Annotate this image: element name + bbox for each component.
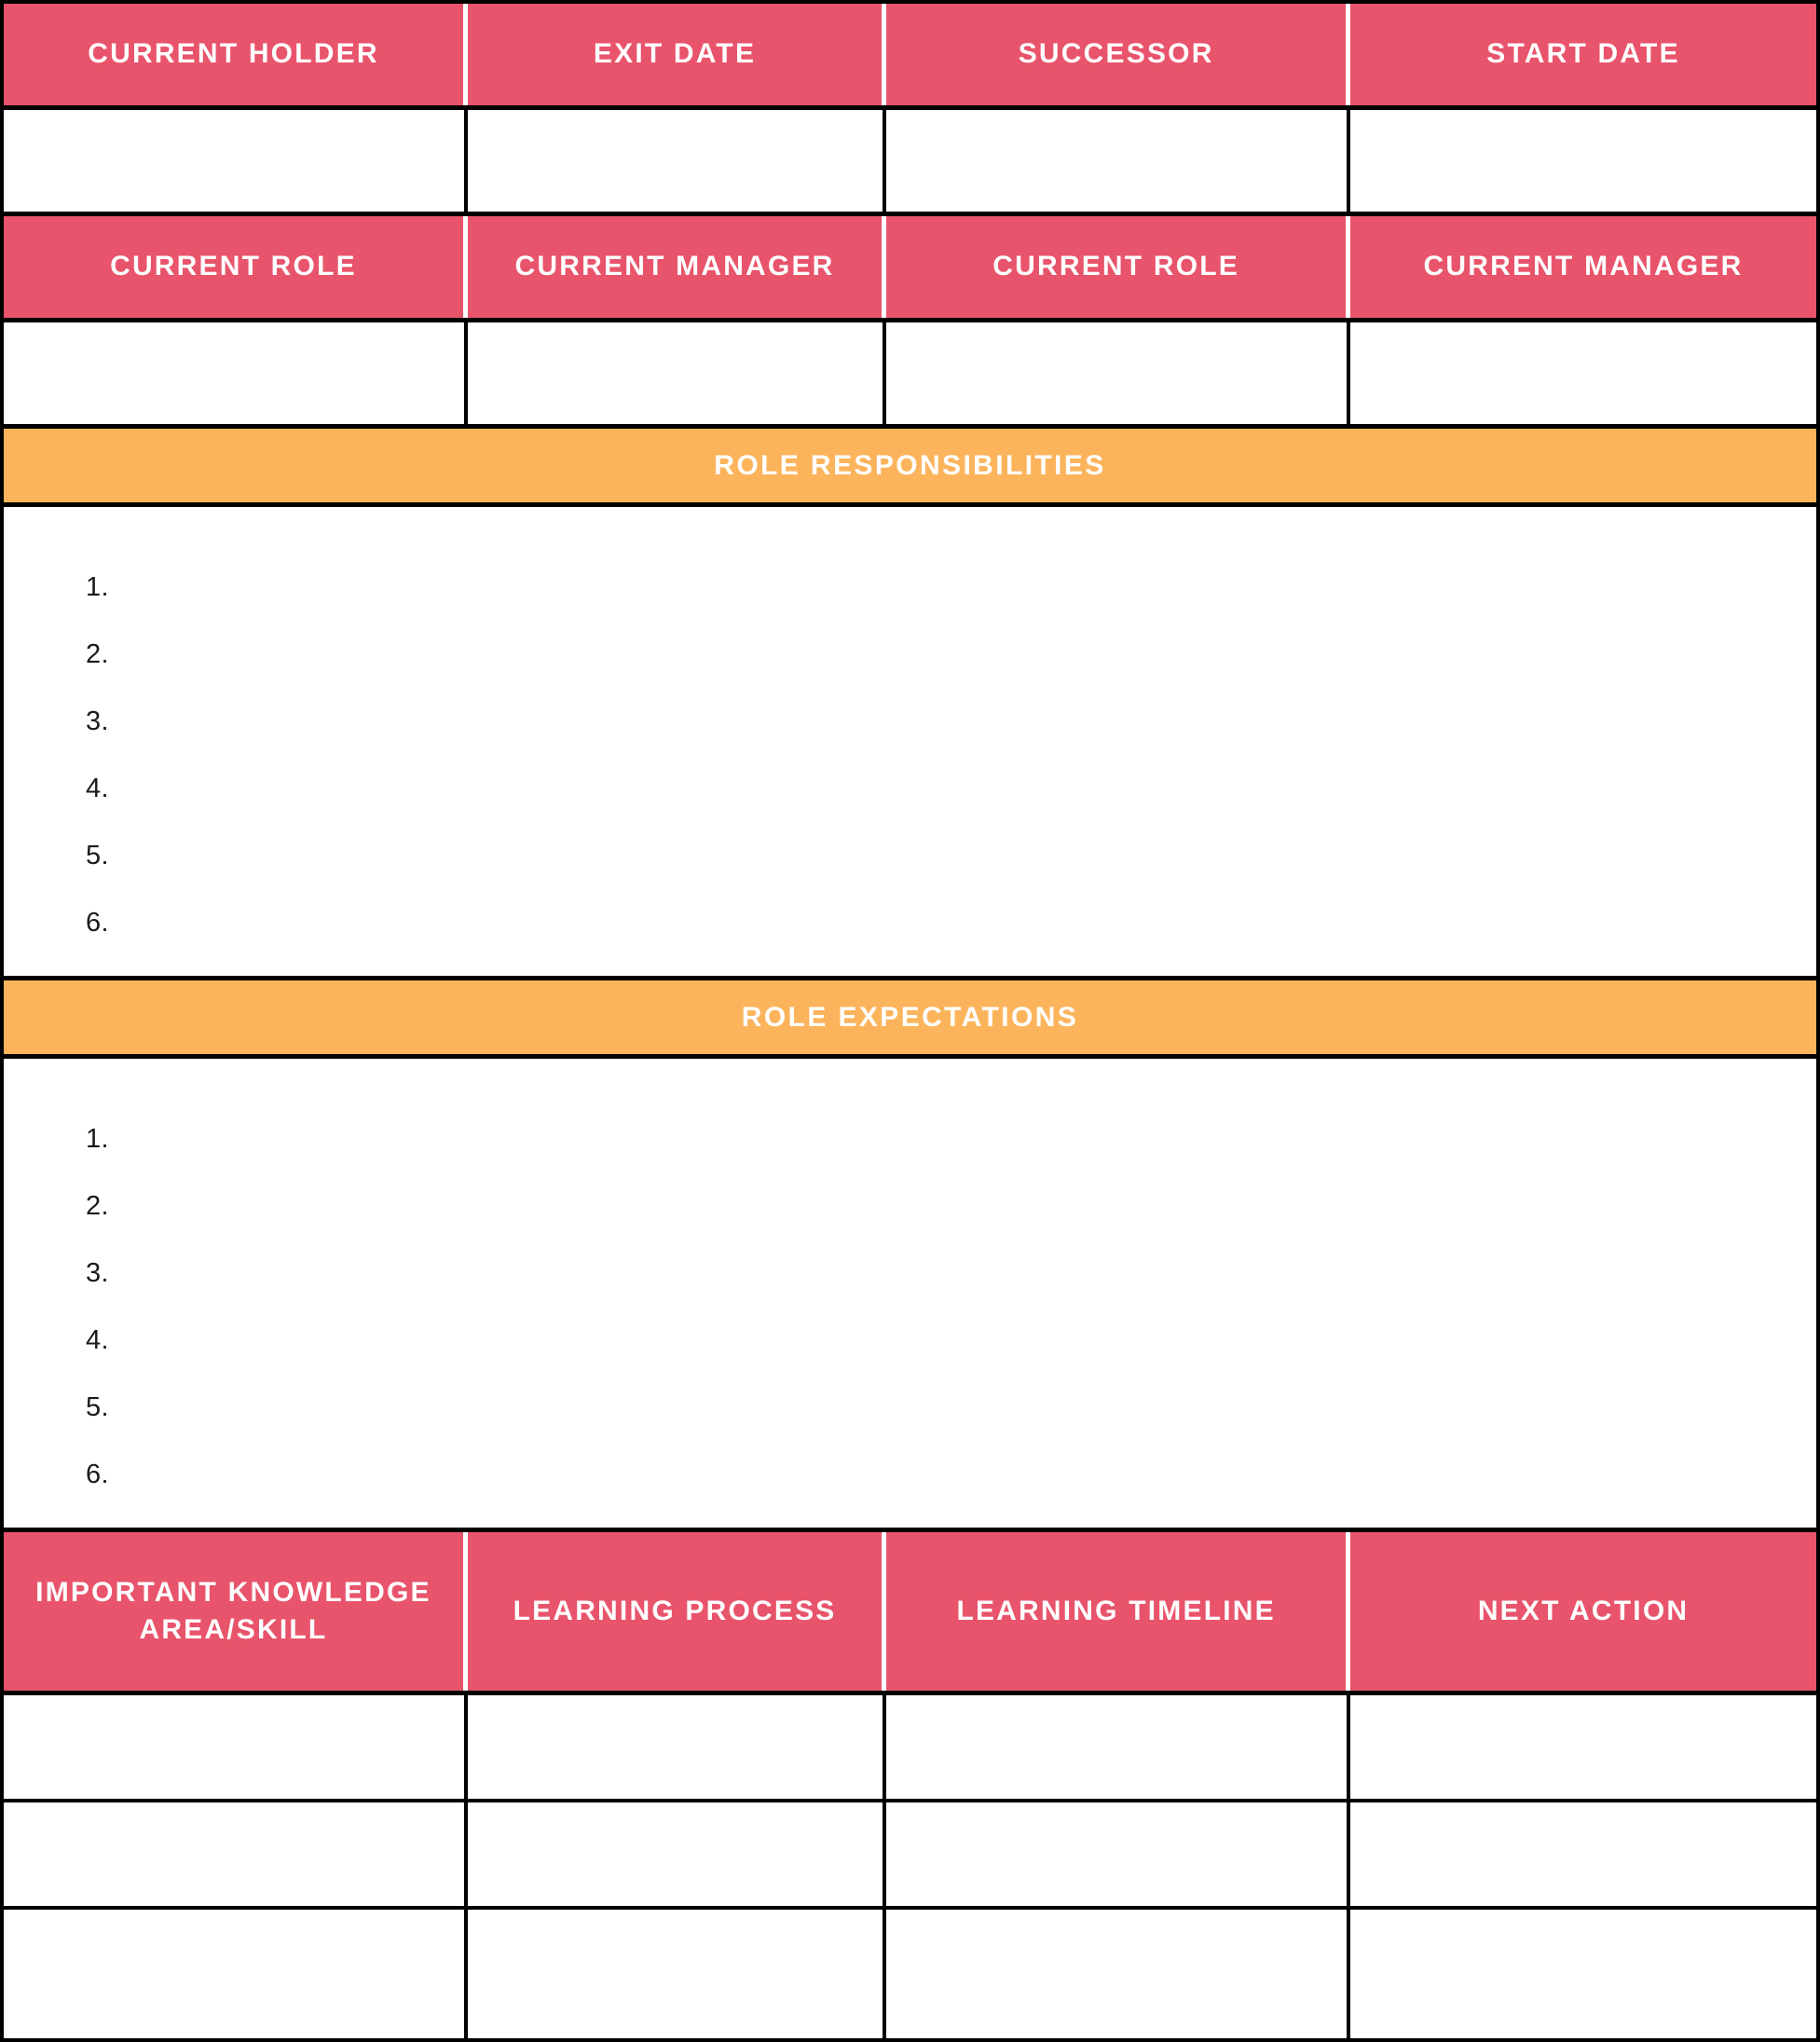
field-learning-timeline[interactable] xyxy=(886,1910,1350,2038)
list-item[interactable]: 6. xyxy=(86,1460,109,1489)
field-learning-process[interactable] xyxy=(468,1695,886,1799)
field-holder-current-manager[interactable] xyxy=(468,322,886,424)
role-responsibilities-list xyxy=(4,507,1816,980)
top-header-row-1 xyxy=(4,4,1816,110)
list-item[interactable]: 3. xyxy=(86,1258,109,1288)
header-holder-current-role: CURRENT ROLE xyxy=(4,216,468,318)
learning-table-header xyxy=(4,1532,1816,1695)
list-item[interactable]: 4. xyxy=(86,774,109,803)
header-current-holder: CURRENT HOLDER xyxy=(4,4,468,105)
header-learning-process: LEARNING PROCESS xyxy=(468,1532,886,1691)
header-holder-current-manager: CURRENT MANAGER xyxy=(468,216,886,318)
list-item[interactable]: 5. xyxy=(86,1392,109,1422)
list-item[interactable]: 6. xyxy=(86,908,109,938)
header-successor: SUCCESSOR xyxy=(886,4,1350,105)
field-next-action[interactable] xyxy=(1350,1910,1816,2038)
field-knowledge-area-skill[interactable] xyxy=(4,1695,468,1799)
field-learning-process[interactable] xyxy=(468,1802,886,1906)
header-next-action: NEXT ACTION xyxy=(1350,1532,1816,1691)
field-next-action[interactable] xyxy=(1350,1802,1816,1906)
list-item[interactable]: 3. xyxy=(86,706,109,736)
field-holder-current-role[interactable] xyxy=(4,322,468,424)
table-row xyxy=(4,1802,1816,1910)
field-start-date[interactable] xyxy=(1350,110,1816,212)
field-learning-timeline[interactable] xyxy=(886,1802,1350,1906)
header-learning-timeline: LEARNING TIMELINE xyxy=(886,1532,1350,1691)
field-current-holder[interactable] xyxy=(4,110,468,212)
field-successor[interactable] xyxy=(886,110,1350,212)
list-item[interactable]: 4. xyxy=(86,1325,109,1355)
table-row xyxy=(4,1695,1816,1802)
list-item[interactable]: 1. xyxy=(86,1124,109,1154)
table-row xyxy=(4,1910,1816,2038)
field-learning-process[interactable] xyxy=(468,1910,886,2038)
field-knowledge-area-skill[interactable] xyxy=(4,1802,468,1906)
list-item[interactable]: 1. xyxy=(86,572,109,602)
field-next-action[interactable] xyxy=(1350,1695,1816,1799)
field-successor-current-manager[interactable] xyxy=(1350,322,1816,424)
field-knowledge-area-skill[interactable] xyxy=(4,1910,468,2038)
field-learning-timeline[interactable] xyxy=(886,1695,1350,1799)
band-role-expectations: ROLE EXPECTATIONS xyxy=(4,980,1816,1059)
header-exit-date: EXIT DATE xyxy=(468,4,886,105)
header-start-date: START DATE xyxy=(1350,4,1816,105)
list-item[interactable]: 2. xyxy=(86,639,109,669)
header-successor-current-manager: CURRENT MANAGER xyxy=(1350,216,1816,318)
field-exit-date[interactable] xyxy=(468,110,886,212)
header-successor-current-role: CURRENT ROLE xyxy=(886,216,1350,318)
header-knowledge-area-skill: IMPORTANT KNOWLEDGE AREA/SKILL xyxy=(4,1532,468,1691)
role-expectations-list xyxy=(4,1059,1816,1532)
list-item[interactable]: 2. xyxy=(86,1191,109,1221)
top-header-row-2 xyxy=(4,216,1816,322)
field-successor-current-role[interactable] xyxy=(886,322,1350,424)
list-item[interactable]: 5. xyxy=(86,841,109,870)
top-value-row-2 xyxy=(4,322,1816,429)
band-role-responsibilities: ROLE RESPONSIBILITIES xyxy=(4,429,1816,507)
top-value-row-1 xyxy=(4,110,1816,216)
